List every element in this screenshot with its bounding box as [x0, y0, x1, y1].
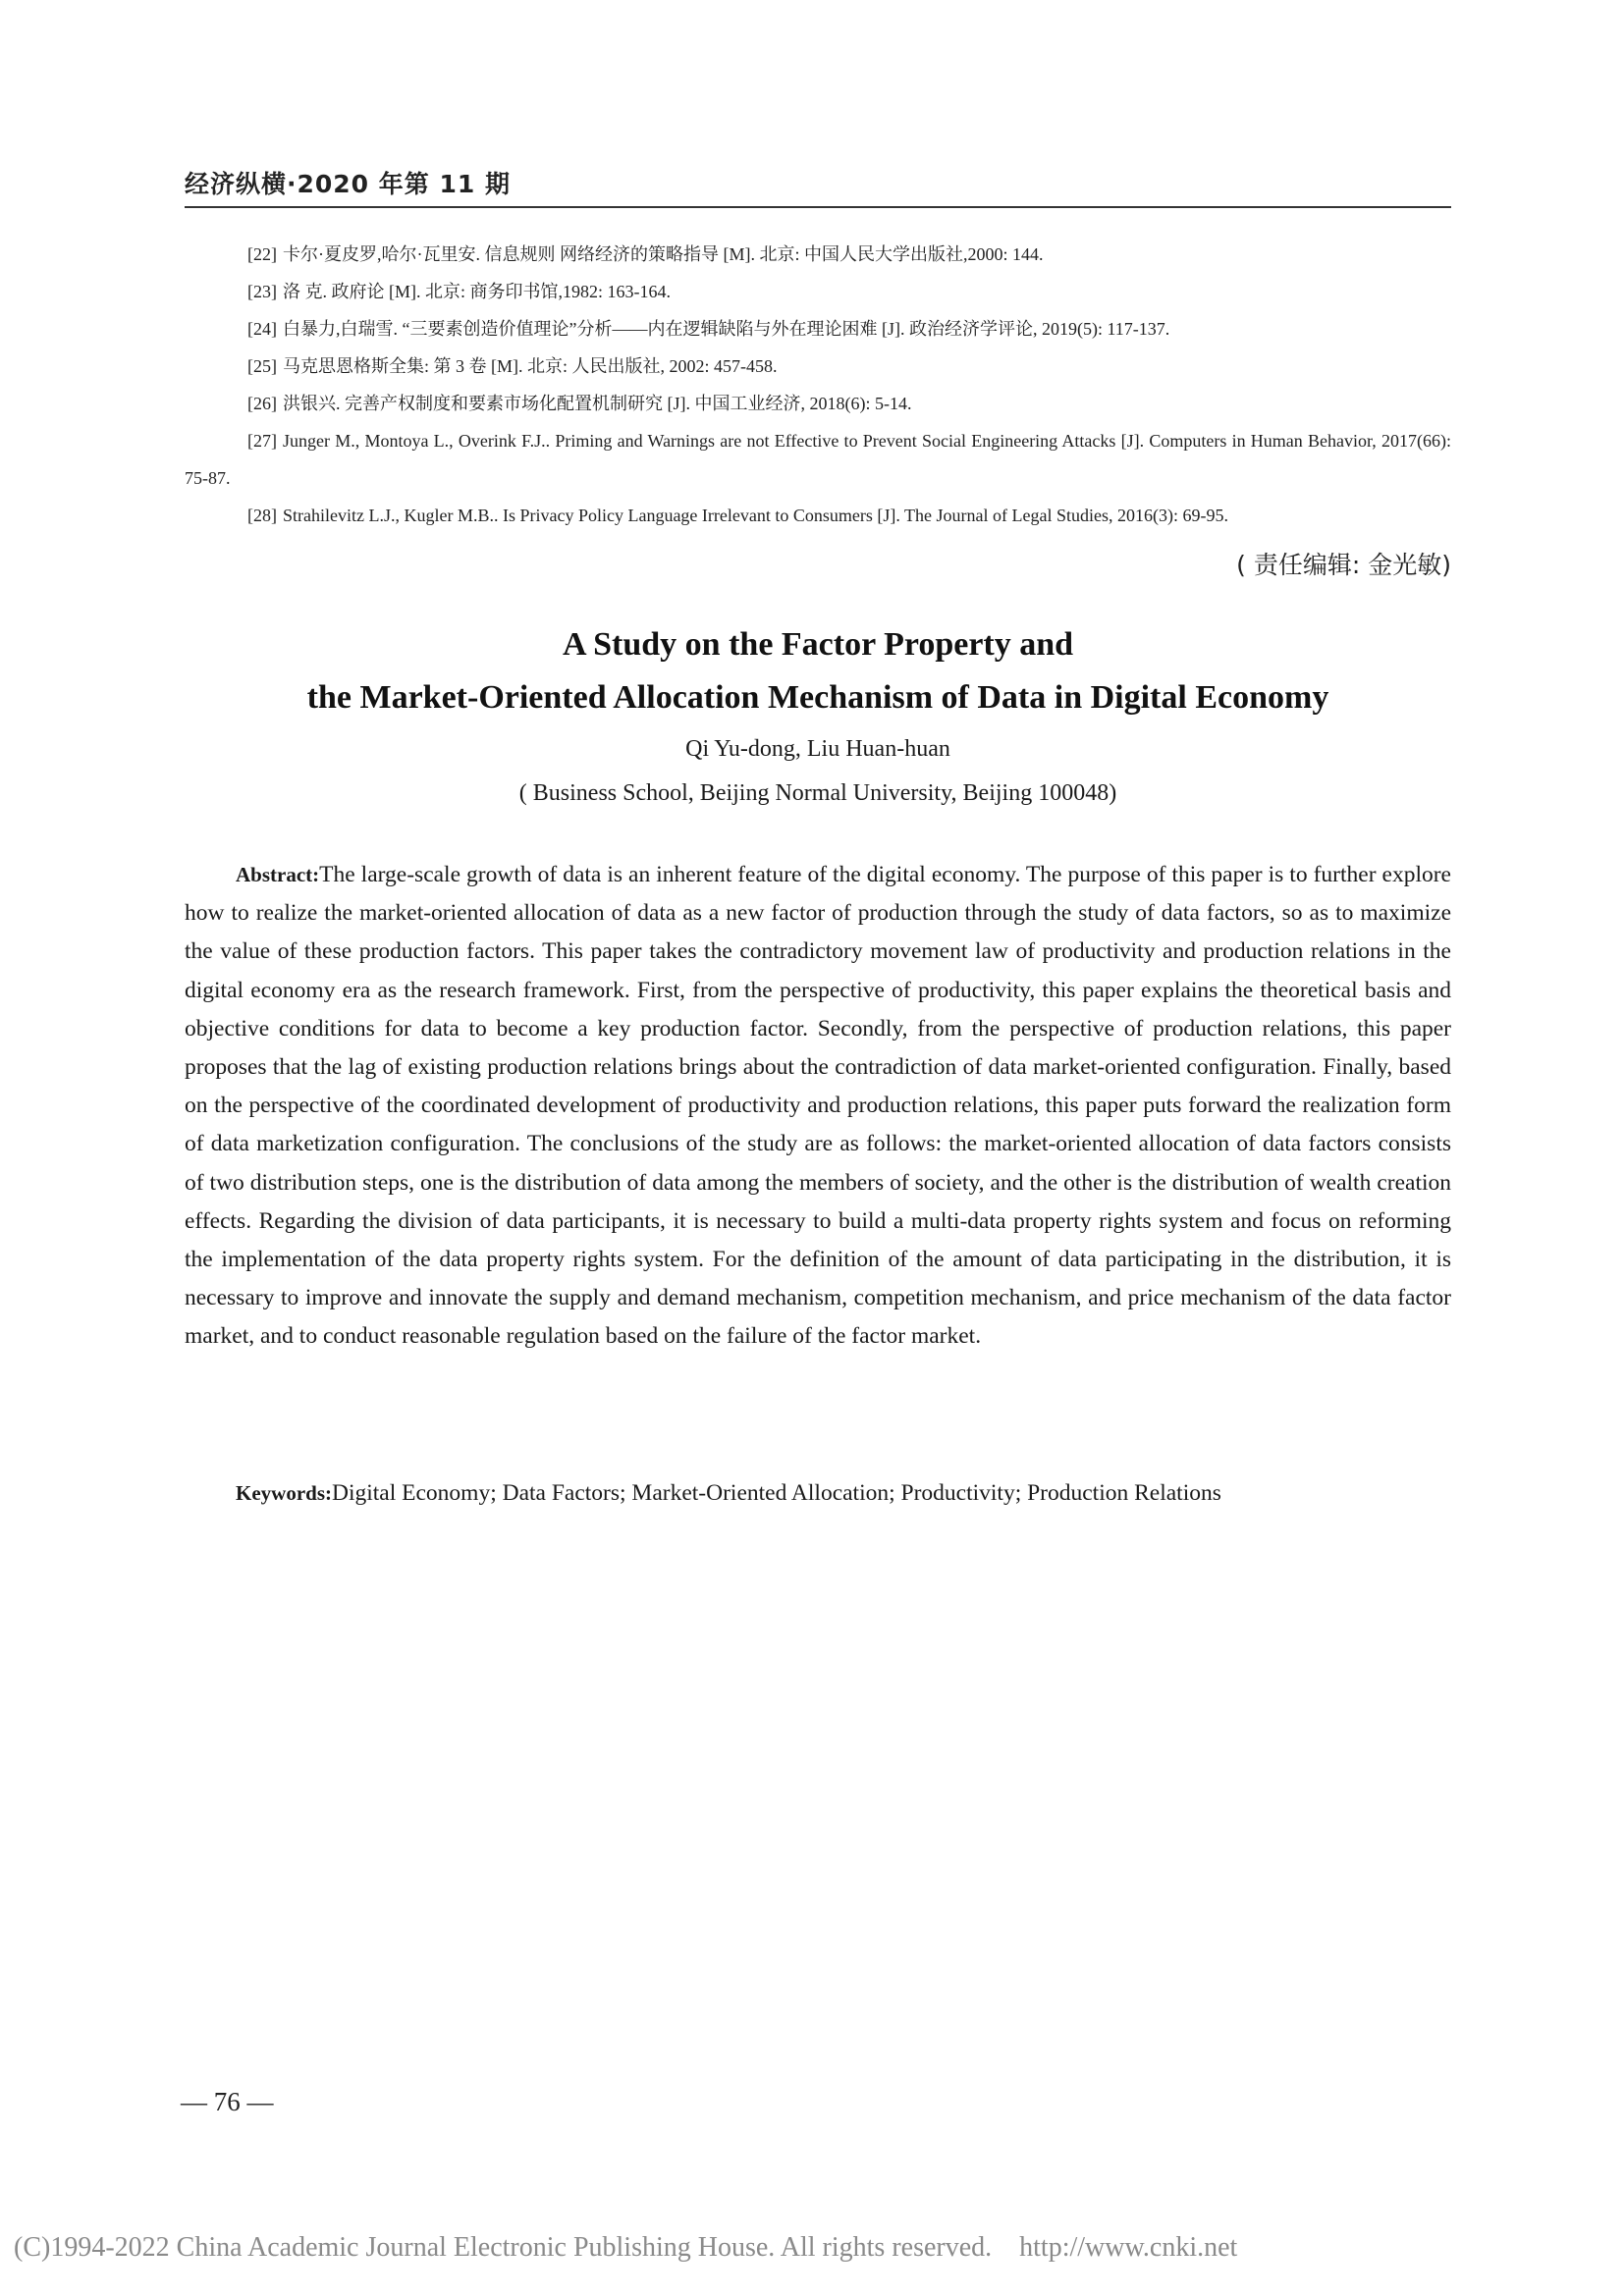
page-number: — 76 —	[181, 2087, 274, 2116]
reference-item	[185, 310, 1451, 347]
keywords-text: Digital Economy; Data Factors; Market-Oriented Allocation; Productivity; Production Relations	[332, 1480, 1221, 1506]
reference-text: 卡尔·夏皮罗,哈尔·瓦里安. 信息规则 网络经济的策略指导 [M]. 北京: 中国人民大学出版社,2000: 144.	[283, 244, 1044, 264]
keywords-label: Keywords:	[236, 1481, 332, 1505]
reference-text: 白暴力,白瑞雪. “三要素创造价值理论”分析——内在逻辑缺陷与外在理论困难 [J]. 政治经济学评论, 2019(5): 117-137.	[283, 319, 1170, 339]
abstract-label: Abstract:	[236, 863, 320, 886]
reference-item	[185, 347, 1451, 385]
header-divider	[185, 206, 1451, 208]
reference-number: [27]	[247, 431, 277, 451]
cnki-url: http://www.cnki.net	[1019, 2232, 1238, 2263]
reference-text: Junger M., Montoya L., Overink F.J.. Priming and Warnings are not Effective to Prevent Social Engineering Attacks [J]. Computers in Human Behavior, 2017(66): 75-87.	[185, 431, 1451, 488]
reference-item	[185, 273, 1451, 310]
english-title-block	[185, 618, 1451, 815]
responsible-editor-note: ( 责任编辑: 金光敏)	[1236, 551, 1451, 579]
reference-number: [23]	[247, 282, 277, 301]
article-title-line-1: A Study on the Factor Property and	[562, 626, 1074, 663]
reference-item	[185, 422, 1451, 497]
reference-item	[185, 497, 1451, 534]
reference-text: 洪银兴. 完善产权制度和要素市场化配置机制研究 [J]. 中国工业经济, 2018(6): 5-14.	[283, 394, 912, 413]
author-affiliation: ( Business School, Beijing Normal University, Beijing 100048)	[518, 780, 1117, 806]
abstract-text: The large-scale growth of data is an inherent feature of the digital economy. The purpose of this paper is to further explore how to realize the market-oriented allocation of data as a new factor of production through the study of data factors, so as to maximize the value of these production factors. This paper takes the contradictory movement law of productivity and production relations in the digital economy era as the research framework. First, from the perspective of productivity, this paper explains the theoretical basis and objective conditions for data to become a key production factor. Secondly, from the perspective of production relations, this paper proposes that the lag of existing production relations brings about the contradiction of data market-oriented configuration. Finally, based on the perspective of the coordinated development of productivity and production relations, this paper puts forward the realization form of data marketization configuration. The conclusions of the study are as follows: the market-oriented allocation of data factors consists of two distribution steps, one is the distribution of data among the members of society, and the other is the distribution of wealth creation effects. Regarding the division of data participants, it is necessary to build a multi-data property rights system and focus on reforming the implementation of the data property rights system. For the definition of the amount of data participating in the distribution, it is necessary to improve and innovate the supply and demand mechanism, competition mechanism, and price mechanism of the data factor market, and to conduct reasonable regulation based on the failure of the factor market.	[185, 862, 1451, 1350]
reference-text: Strahilevitz L.J., Kugler M.B.. Is Privacy Policy Language Irrelevant to Consumers [J]. The Journal of Legal Studies, 2016(3): 69-95.	[283, 506, 1228, 525]
abstract-paragraph	[185, 856, 1451, 1357]
reference-number: [22]	[247, 244, 277, 264]
reference-number: [26]	[247, 394, 277, 413]
reference-list	[185, 236, 1451, 534]
reference-number: [24]	[247, 319, 277, 339]
copyright-footer	[14, 2232, 1237, 2264]
reference-item	[185, 385, 1451, 422]
article-title-line-2: the Market-Oriented Allocation Mechanism of Data in Digital Economy	[306, 679, 1329, 716]
keywords-paragraph	[185, 1474, 1451, 1513]
reference-number: [28]	[247, 506, 277, 525]
reference-item	[185, 236, 1451, 273]
journal-issue-header: 经济纵横·2020 年第 11 期	[185, 170, 511, 198]
reference-text: 洛 克. 政府论 [M]. 北京: 商务印书馆,1982: 163-164.	[283, 282, 671, 301]
copyright-text: (C)1994-2022 China Academic Journal Electronic Publishing House. All rights reserved.	[14, 2232, 993, 2263]
reference-number: [25]	[247, 356, 277, 376]
reference-text: 马克思恩格斯全集: 第 3 卷 [M]. 北京: 人民出版社, 2002: 457-458.	[283, 356, 778, 376]
article-authors: Qi Yu-dong, Liu Huan-huan	[685, 736, 950, 762]
